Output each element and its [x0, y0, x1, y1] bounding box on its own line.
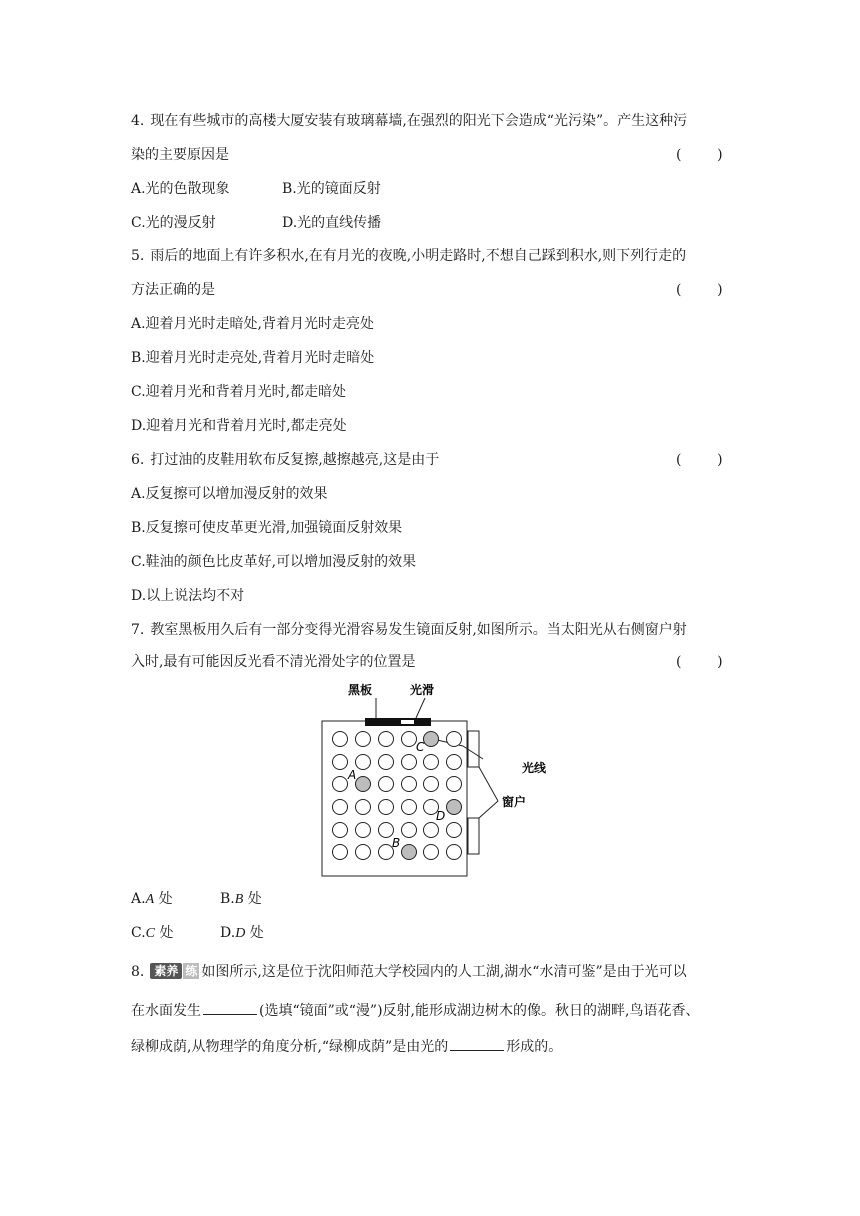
q5-option-c[interactable]: C.迎着月光和背着月光时,都走暗处: [131, 384, 347, 400]
answer-blank-1[interactable]: [203, 1000, 257, 1015]
label-blackboard: 黑板: [348, 683, 373, 697]
q4-option-c[interactable]: C.光的漫反射: [131, 215, 216, 231]
blackboard: [365, 718, 431, 726]
seat: [333, 777, 348, 792]
q4-option-d[interactable]: D.光的直线传播: [282, 215, 382, 231]
seat: [402, 755, 417, 770]
q8-text-3a: 绿柳成荫,从物理学的角度分析,“绿柳成荫”是由光的: [131, 1039, 449, 1055]
seat-a: [356, 777, 371, 792]
window-leader-upper: [479, 767, 498, 801]
seat: [356, 732, 371, 747]
q6-text-1: 打过油的皮鞋用软布反复擦,越擦越亮,这是由于: [150, 452, 440, 468]
window-lower: [468, 818, 479, 854]
q7-number: 7.: [131, 622, 145, 638]
q7-text-1: 教室黑板用久后有一部分变得光滑容易发生镜面反射,如图所示。当太阳光从右侧窗户射: [150, 622, 687, 638]
q7-option-b-letter: B: [234, 892, 244, 907]
q5-option-d[interactable]: D.迎着月光和背着月光时,都走亮处: [131, 418, 347, 434]
seat: [333, 732, 348, 747]
window-leader-lower: [479, 801, 498, 818]
q8-text-3b: 形成的。: [506, 1039, 563, 1055]
seat: [356, 823, 371, 838]
q5-stem-line2: 方法正确的是: [131, 282, 215, 298]
classroom-diagram: [315, 680, 550, 880]
seat: [424, 777, 439, 792]
q7-option-a-prefix: A.: [131, 891, 146, 907]
q6-number: 6.: [131, 452, 145, 468]
window-upper: [468, 731, 479, 767]
label-smooth: 光滑: [410, 683, 435, 697]
q8-text-2a: 在水面发生: [131, 1003, 201, 1019]
answer-blank-2[interactable]: [450, 1036, 504, 1051]
q4-option-a[interactable]: A.光的色散现象: [131, 181, 230, 197]
q6-option-c[interactable]: C.鞋油的颜色比皮革好,可以增加漫反射的效果: [131, 554, 417, 570]
seat: [333, 823, 348, 838]
point-d-label: D: [436, 809, 446, 823]
seat: [379, 777, 394, 792]
seat: [447, 845, 462, 860]
seat: [356, 800, 371, 815]
q4-option-b[interactable]: B.光的镜面反射: [282, 181, 381, 197]
q5-option-a[interactable]: A.迎着月光时走暗处,背着月光时走亮处: [131, 316, 375, 332]
seat: [447, 777, 462, 792]
seat: [447, 732, 462, 747]
q7-stem-line2: 入时,最有可能因反光看不清光滑处字的位置是: [131, 654, 416, 670]
seat: [424, 845, 439, 860]
q8-number: 8.: [131, 964, 145, 980]
seat: [424, 755, 439, 770]
q4-text-1: 现在有些城市的高楼大厦安装有玻璃幕墙,在强烈的阳光下会造成“光污染”。产生这种污: [150, 113, 688, 129]
seat: [402, 823, 417, 838]
q5-number: 5.: [131, 248, 145, 264]
seat: [447, 823, 462, 838]
q8-text-2b: (选填“镜面”或“漫”)反射,能形成湖边树木的像。秋日的湖畔,鸟语花香、: [259, 1003, 700, 1019]
seat: [402, 777, 417, 792]
q8-text-1: 如图所示,这是位于沈阳师范大学校园内的人工湖,湖水“水清可鉴”是由于光可以: [201, 964, 687, 980]
seat: [333, 755, 348, 770]
seat: [356, 755, 371, 770]
seat: [379, 755, 394, 770]
seat: [356, 845, 371, 860]
q5-answer-paren: ( ): [676, 282, 723, 298]
classroom-figure: [315, 680, 550, 880]
seat: [333, 800, 348, 815]
q5-text-1: 雨后的地面上有许多积水,在有月光的夜晚,小明走路时,不想自己踩到积水,则下列行走的: [150, 248, 687, 264]
q8-stem-line3: [131, 1036, 562, 1057]
q6-option-b[interactable]: B.反复擦可使皮革更光滑,加强镜面反射效果: [131, 520, 403, 536]
seat: [402, 800, 417, 815]
q7-option-c-letter: C: [145, 926, 156, 941]
q5-option-b[interactable]: B.迎着月光时走亮处,背着月光时走暗处: [131, 350, 375, 366]
q6-answer-paren: ( ): [676, 452, 723, 468]
seat: [379, 732, 394, 747]
q4-stem-line1: [131, 111, 687, 131]
seat-b: [402, 845, 417, 860]
point-b-label: B: [392, 836, 401, 850]
badge-literacy: 素养: [150, 963, 182, 979]
smooth-leader: [416, 698, 425, 718]
q7-option-c-suffix: 处: [155, 925, 174, 941]
q7-option-d-prefix: D.: [220, 925, 236, 941]
seat: [424, 823, 439, 838]
q7-option-c[interactable]: [131, 923, 173, 944]
q4-answer-paren: ( ): [676, 147, 723, 163]
q8-stem-line1: [131, 962, 687, 982]
q7-option-b-prefix: B.: [220, 891, 235, 907]
q4-number: 4.: [131, 113, 145, 129]
q7-option-d[interactable]: [220, 923, 264, 944]
q6-option-d[interactable]: D.以上说法均不对: [131, 588, 245, 604]
seat-c: [424, 732, 439, 747]
q5-stem-line1: [131, 246, 686, 266]
q7-option-d-suffix: 处: [245, 925, 264, 941]
q7-stem-line1: [131, 620, 687, 640]
badge-practice: 练: [185, 964, 198, 978]
point-c-label: C: [416, 740, 425, 754]
q7-option-b-suffix: 处: [243, 891, 262, 907]
q7-answer-paren: ( ): [676, 654, 723, 670]
q7-option-a[interactable]: [131, 889, 173, 910]
label-window: 窗户: [502, 795, 527, 809]
q8-stem-line2: [131, 1000, 699, 1021]
q6-stem-line1: [131, 450, 439, 470]
seat: [379, 800, 394, 815]
seat: [402, 732, 417, 747]
literacy-badge: [150, 963, 199, 979]
q6-option-a[interactable]: A.反复擦可以增加漫反射的效果: [131, 486, 328, 502]
q7-option-d-letter: D: [235, 926, 246, 941]
smooth-area: [401, 720, 414, 724]
q7-option-a-suffix: 处: [154, 891, 173, 907]
seat: [447, 755, 462, 770]
seat-d: [447, 800, 462, 815]
q7-option-b[interactable]: [220, 889, 262, 910]
point-a-label: A: [348, 768, 357, 782]
label-light: 光线: [521, 761, 547, 775]
seat: [333, 845, 348, 860]
q7-option-c-prefix: C.: [131, 925, 146, 941]
q7-option-a-letter: A: [145, 892, 155, 907]
q4-stem-line2: 染的主要原因是: [131, 147, 229, 163]
